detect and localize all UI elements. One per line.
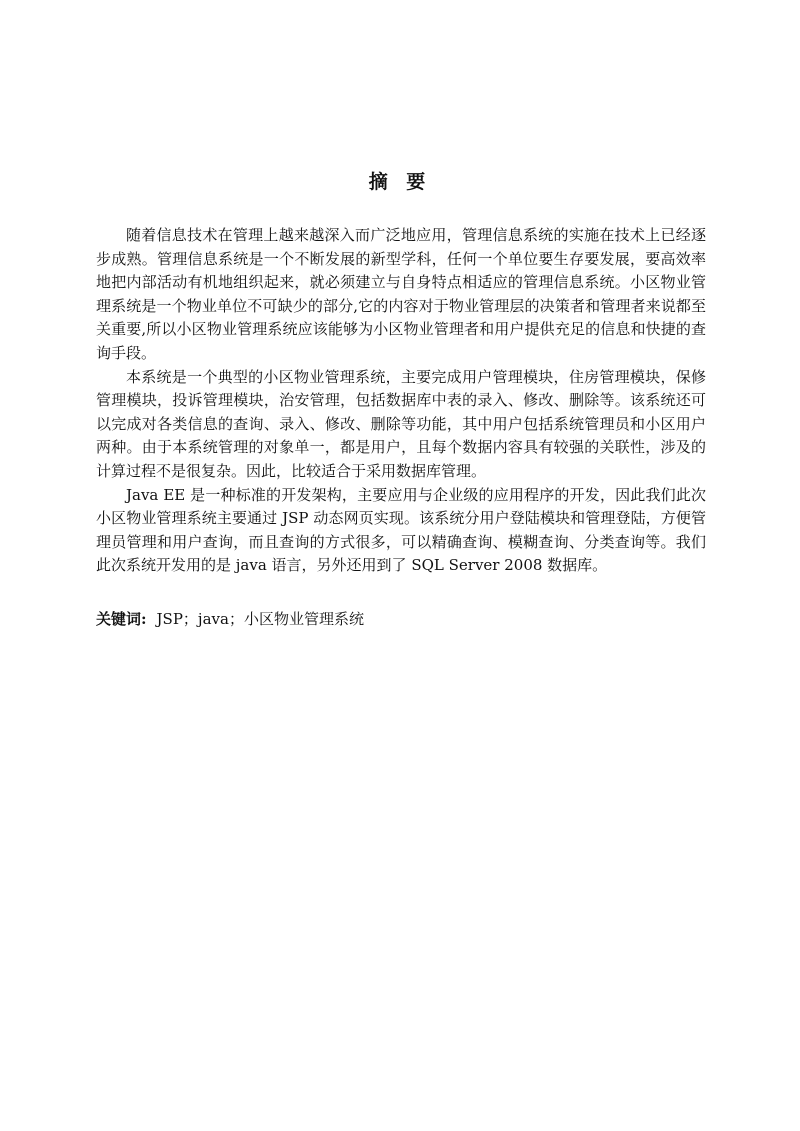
keywords-label: 关键词: xyxy=(96,610,147,628)
abstract-paragraph: 随着信息技术在管理上越来越深入而广泛地应用，管理信息系统的实施在技术上已经逐步成熟。管理信息系统是一个不断发展的新型学科，任何一个单位要生存要发展，要高效率地把内部活动有机地组织起来，就必须建立与自身特点相适应的管理信息系统。小区物业管理系统是一个物业单位不可缺少的部分,它的内容对于物业管理层的决策者和管理者来说都至关重要,所以小区物业管理系统应该能够为小区物业管理者和用户提供充足的信息和快捷的查询手段。 xyxy=(96,226,706,362)
abstract-paragraph: 本系统是一个典型的小区物业管理系统，主要完成用户管理模块，住房管理模块，保修管理模块，投诉管理模块，治安管理，包括数据库中表的录入、修改、删除等。该系统还可以完成对各类信息的查询、录入、修改、删除等功能，其中用户包括系统管理员和小区用户两种。由于本系统管理的对象单一，都是用户，且每个数据内容具有较强的关联性，涉及的计算过程不是很复杂。因此，比较适合于采用数据库管理。 xyxy=(96,367,706,480)
keywords-text: JSP；java；小区物业管理系统 xyxy=(156,610,364,628)
abstract-paragraph: Java EE 是一种标准的开发架构，主要应用与企业级的应用程序的开发，因此我们此次小区物业管理系统主要通过 JSP 动态网页实现。该系统分用户登陆模块和管理登陆，方便管理员管理和用户查询，而且查询的方式很多，可以精确查询、模糊查询、分类查询等。我们此次系统开发用的是 java 语言，另外还用到了 SQL Server 2008 数据库。 xyxy=(96,485,706,575)
abstract-body xyxy=(96,224,706,578)
abstract-title: 摘 要 xyxy=(368,171,432,193)
keywords-line xyxy=(96,607,706,631)
